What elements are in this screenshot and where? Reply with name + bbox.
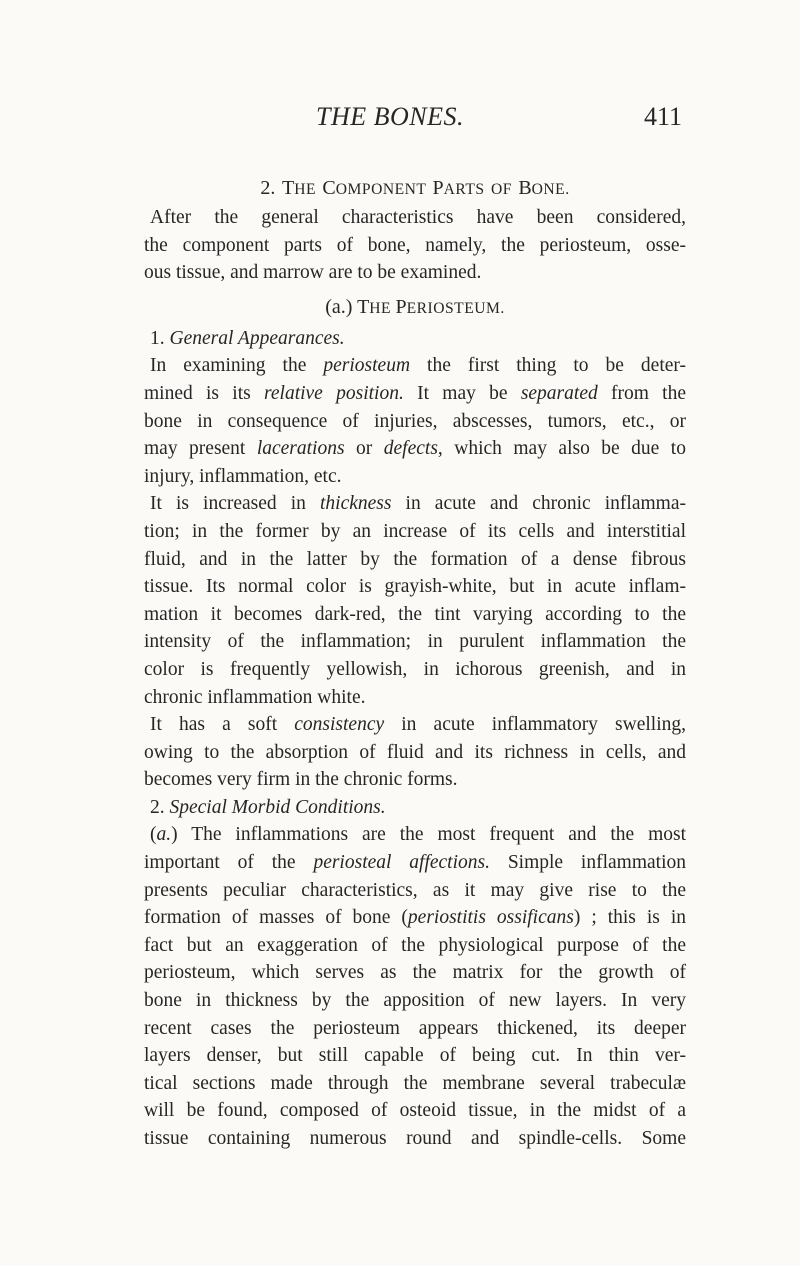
inflammations-paragraph: (a.) The inflammations are the most frequent and the most important of the periosteal affections. Simple inflammation presents peculiar characteristics, as it may give rise to the formation of masses of bone (periostitis ossificans) ; this is in fact but an exaggeration of the physiological purpose of the periosteum, which serves as the matrix for the growth of bone in thickness by the apposition of new layers. In very recent cases the periosteum appears thickened, its deeper layers denser, but still capable of being cut. In thin ver- tical sections made through the membrane several trabeculæ will be found, composed of osteoid tissue, in the midst of a tissue containing numerous round and spindle-cells. Some	[144, 824, 687, 1149]
relative-position-paragraph: In examining the periosteum the first thing to be deter- mined is its relative position. It may be separated from the bone in consequence of injuries, abscesses, tumors, etc., or may present lacerations or defects, which may also be due to injury, inflammation, etc.	[144, 355, 686, 487]
page-body	[144, 172, 686, 1153]
page-number: 411	[644, 102, 683, 131]
thickness-paragraph: It is increased in thickness in acute and chronic inflamma- tion; in the former by an increase of its cells and interstitial fluid, and in the latter by the formation of a dense fibrous tissue. Its normal color is grayish-white, but in acute inflam- mation it becomes dark-red, the tint varying according to the intensity of the inflammation; in purulent inflammation the color is frequently yellowish, in ichorous greenish, and in chronic inflammation white.	[144, 493, 686, 708]
special-conditions-heading: 2. Special Morbid Conditions.	[150, 796, 386, 818]
intro-paragraph: After the general characteristics have been considered, the component parts of bone, namely, the periosteum, osse- ous tissue, and marrow are to be examined.	[144, 207, 686, 284]
section-heading: 2. THE COMPONENT PARTS OF BONE.	[260, 177, 570, 199]
subsection-heading-periosteum: (a.) THE PERIOSTEUM.	[325, 295, 505, 318]
general-appearances-heading: 1. General Appearances.	[150, 327, 345, 349]
running-title: THE BONES.	[316, 102, 464, 131]
consistency-paragraph: It has a soft consistency in acute inflammatory swelling, owing to the absorption of fluid and its richness in cells, and becomes very firm in the chronic forms.	[144, 714, 686, 791]
page-header	[0, 102, 800, 138]
